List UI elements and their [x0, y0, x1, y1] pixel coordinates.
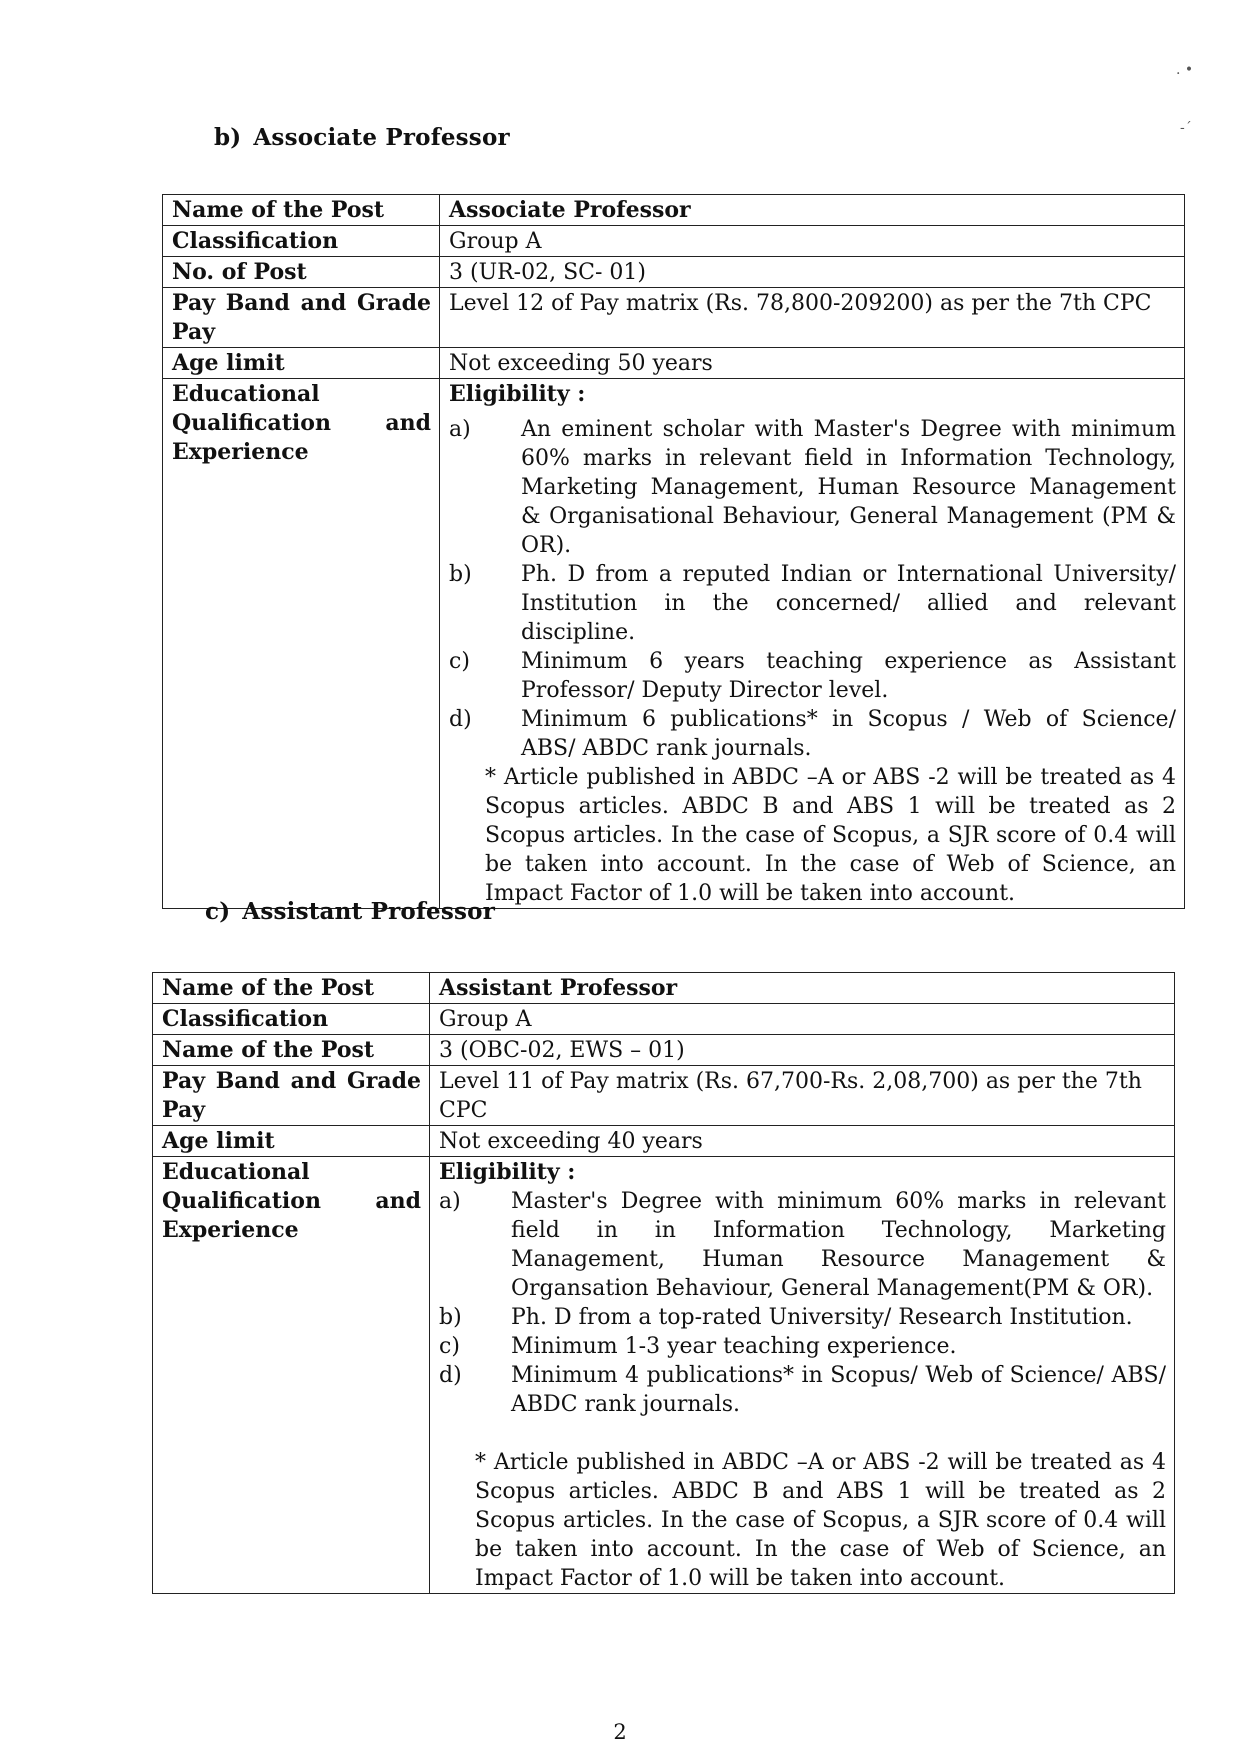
row-label	[153, 1157, 430, 1594]
scan-speck: . •	[1176, 62, 1194, 78]
section-heading-associate	[214, 124, 510, 151]
table-row	[163, 288, 1185, 348]
edu-label-line: Experience	[162, 1217, 299, 1243]
eligibility-title: Eligibility :	[449, 381, 586, 407]
criteria-list	[449, 415, 1176, 763]
row-value: 3 (OBC-02, EWS – 01)	[430, 1035, 1175, 1066]
row-label: No. of Post	[163, 257, 440, 288]
row-value: Group A	[430, 1004, 1175, 1035]
section-heading-assistant	[205, 898, 495, 925]
criteria-list	[439, 1187, 1166, 1419]
eligibility-cell	[430, 1157, 1175, 1594]
row-value: Assistant Professor	[430, 973, 1175, 1004]
assistant-professor-table	[152, 972, 1175, 1594]
row-label: Pay Band and Grade Pay	[163, 288, 440, 348]
table-row	[163, 226, 1185, 257]
row-label: Classification	[153, 1004, 430, 1035]
criterion-marker: b)	[439, 1305, 462, 1330]
row-value: Group A	[440, 226, 1185, 257]
row-value: Not exceeding 50 years	[440, 348, 1185, 379]
table-row	[153, 1157, 1175, 1594]
section-letter: c)	[205, 898, 231, 925]
criterion-marker: c)	[449, 649, 470, 674]
table-row	[163, 195, 1185, 226]
edu-label-line: Experience	[172, 439, 309, 465]
row-label: Classification	[163, 226, 440, 257]
criterion-marker: a)	[449, 417, 471, 442]
table-row	[153, 1126, 1175, 1157]
scan-speck: -´	[1180, 120, 1192, 136]
eligibility-cell	[440, 379, 1185, 909]
row-label: Age limit	[163, 348, 440, 379]
row-value: Associate Professor	[440, 195, 1185, 226]
row-value: Level 11 of Pay matrix (Rs. 67,700-Rs. 2,08,700) as per the 7th CPC	[430, 1066, 1175, 1126]
edu-label-line	[162, 1187, 421, 1216]
list-item	[449, 705, 1176, 763]
footnote: * Article published in ABDC –A or ABS -2 will be treated as 4 Scopus articles. ABDC B and ABS 1 will be treated as 2 Scopus articles. In the case of Scopus, a SJR score of 0.4 will be taken into account. In the case of Web of Science, an Impact Factor of 1.0 will be taken into account.	[485, 765, 1176, 906]
criterion-text: Master's Degree with minimum 60% marks in relevant field in in Information Technology, Marketing Management, Human Resource Management & Organsation Behaviour, General Management(PM & OR).	[511, 1189, 1166, 1301]
list-item	[439, 1187, 1166, 1303]
criterion-text: Minimum 6 publications* in Scopus / Web of Science/ ABS/ ABDC rank journals.	[521, 707, 1176, 761]
table-row	[153, 973, 1175, 1004]
table-row	[153, 1066, 1175, 1126]
criterion-text: Ph. D from a reputed Indian or International University/ Institution in the concerned/ allied and relevant discipline.	[521, 562, 1176, 645]
table-row	[153, 1035, 1175, 1066]
edu-label-word: Qualification	[172, 410, 331, 436]
criterion-text: Minimum 4 publications* in Scopus/ Web of Science/ ABS/ ABDC rank journals.	[511, 1363, 1166, 1417]
row-value: Level 12 of Pay matrix (Rs. 78,800-209200) as per the 7th CPC	[440, 288, 1185, 348]
list-item	[449, 647, 1176, 705]
criterion-text: Minimum 6 years teaching experience as Assistant Professor/ Deputy Director level.	[521, 649, 1176, 703]
criterion-marker: a)	[439, 1189, 461, 1214]
list-item	[439, 1332, 1166, 1361]
list-item	[449, 560, 1176, 647]
edu-label-line: Educational	[162, 1159, 310, 1185]
criterion-marker: c)	[439, 1334, 460, 1359]
page-number: 2	[613, 1720, 627, 1744]
section-title: Associate Professor	[253, 124, 510, 151]
edu-label-line	[172, 409, 431, 438]
row-label: Name of the Post	[153, 1035, 430, 1066]
table-row	[153, 1004, 1175, 1035]
list-item	[439, 1361, 1166, 1419]
row-label	[163, 379, 440, 909]
row-value: Not exceeding 40 years	[430, 1126, 1175, 1157]
table-row	[163, 379, 1185, 909]
edu-label-word: and	[375, 1188, 421, 1214]
criterion-text: Ph. D from a top-rated University/ Research Institution.	[511, 1305, 1133, 1330]
table-row	[163, 348, 1185, 379]
row-label: Pay Band and Grade Pay	[153, 1066, 430, 1126]
footnote: * Article published in ABDC –A or ABS -2 will be treated as 4 Scopus articles. ABDC B and ABS 1 will be treated as 2 Scopus articles. In the case of Scopus, a SJR score of 0.4 will be taken into account. In the case of Web of Science, an Impact Factor of 1.0 will be taken into account.	[475, 1450, 1166, 1591]
list-item	[449, 415, 1176, 560]
associate-professor-table	[162, 194, 1185, 909]
table-row	[163, 257, 1185, 288]
edu-label-word: Qualification	[162, 1188, 321, 1214]
criterion-text: Minimum 1-3 year teaching experience.	[511, 1334, 957, 1359]
eligibility-title: Eligibility :	[439, 1159, 576, 1185]
section-letter: b)	[214, 124, 242, 151]
criterion-marker: d)	[449, 707, 472, 732]
edu-label-word: and	[385, 410, 431, 436]
row-label: Name of the Post	[163, 195, 440, 226]
criterion-marker: b)	[449, 562, 472, 587]
criterion-marker: d)	[439, 1363, 462, 1388]
row-label: Age limit	[153, 1126, 430, 1157]
list-item	[439, 1303, 1166, 1332]
edu-label-line: Educational	[172, 381, 320, 407]
row-label: Name of the Post	[153, 973, 430, 1004]
section-title: Assistant Professor	[242, 898, 496, 925]
row-value: 3 (UR-02, SC- 01)	[440, 257, 1185, 288]
criterion-text: An eminent scholar with Master's Degree with minimum 60% marks in relevant field in Information Technology, Marketing Management, Human Resource Management & Organisational Behaviour, General Management (PM & OR).	[521, 417, 1176, 558]
